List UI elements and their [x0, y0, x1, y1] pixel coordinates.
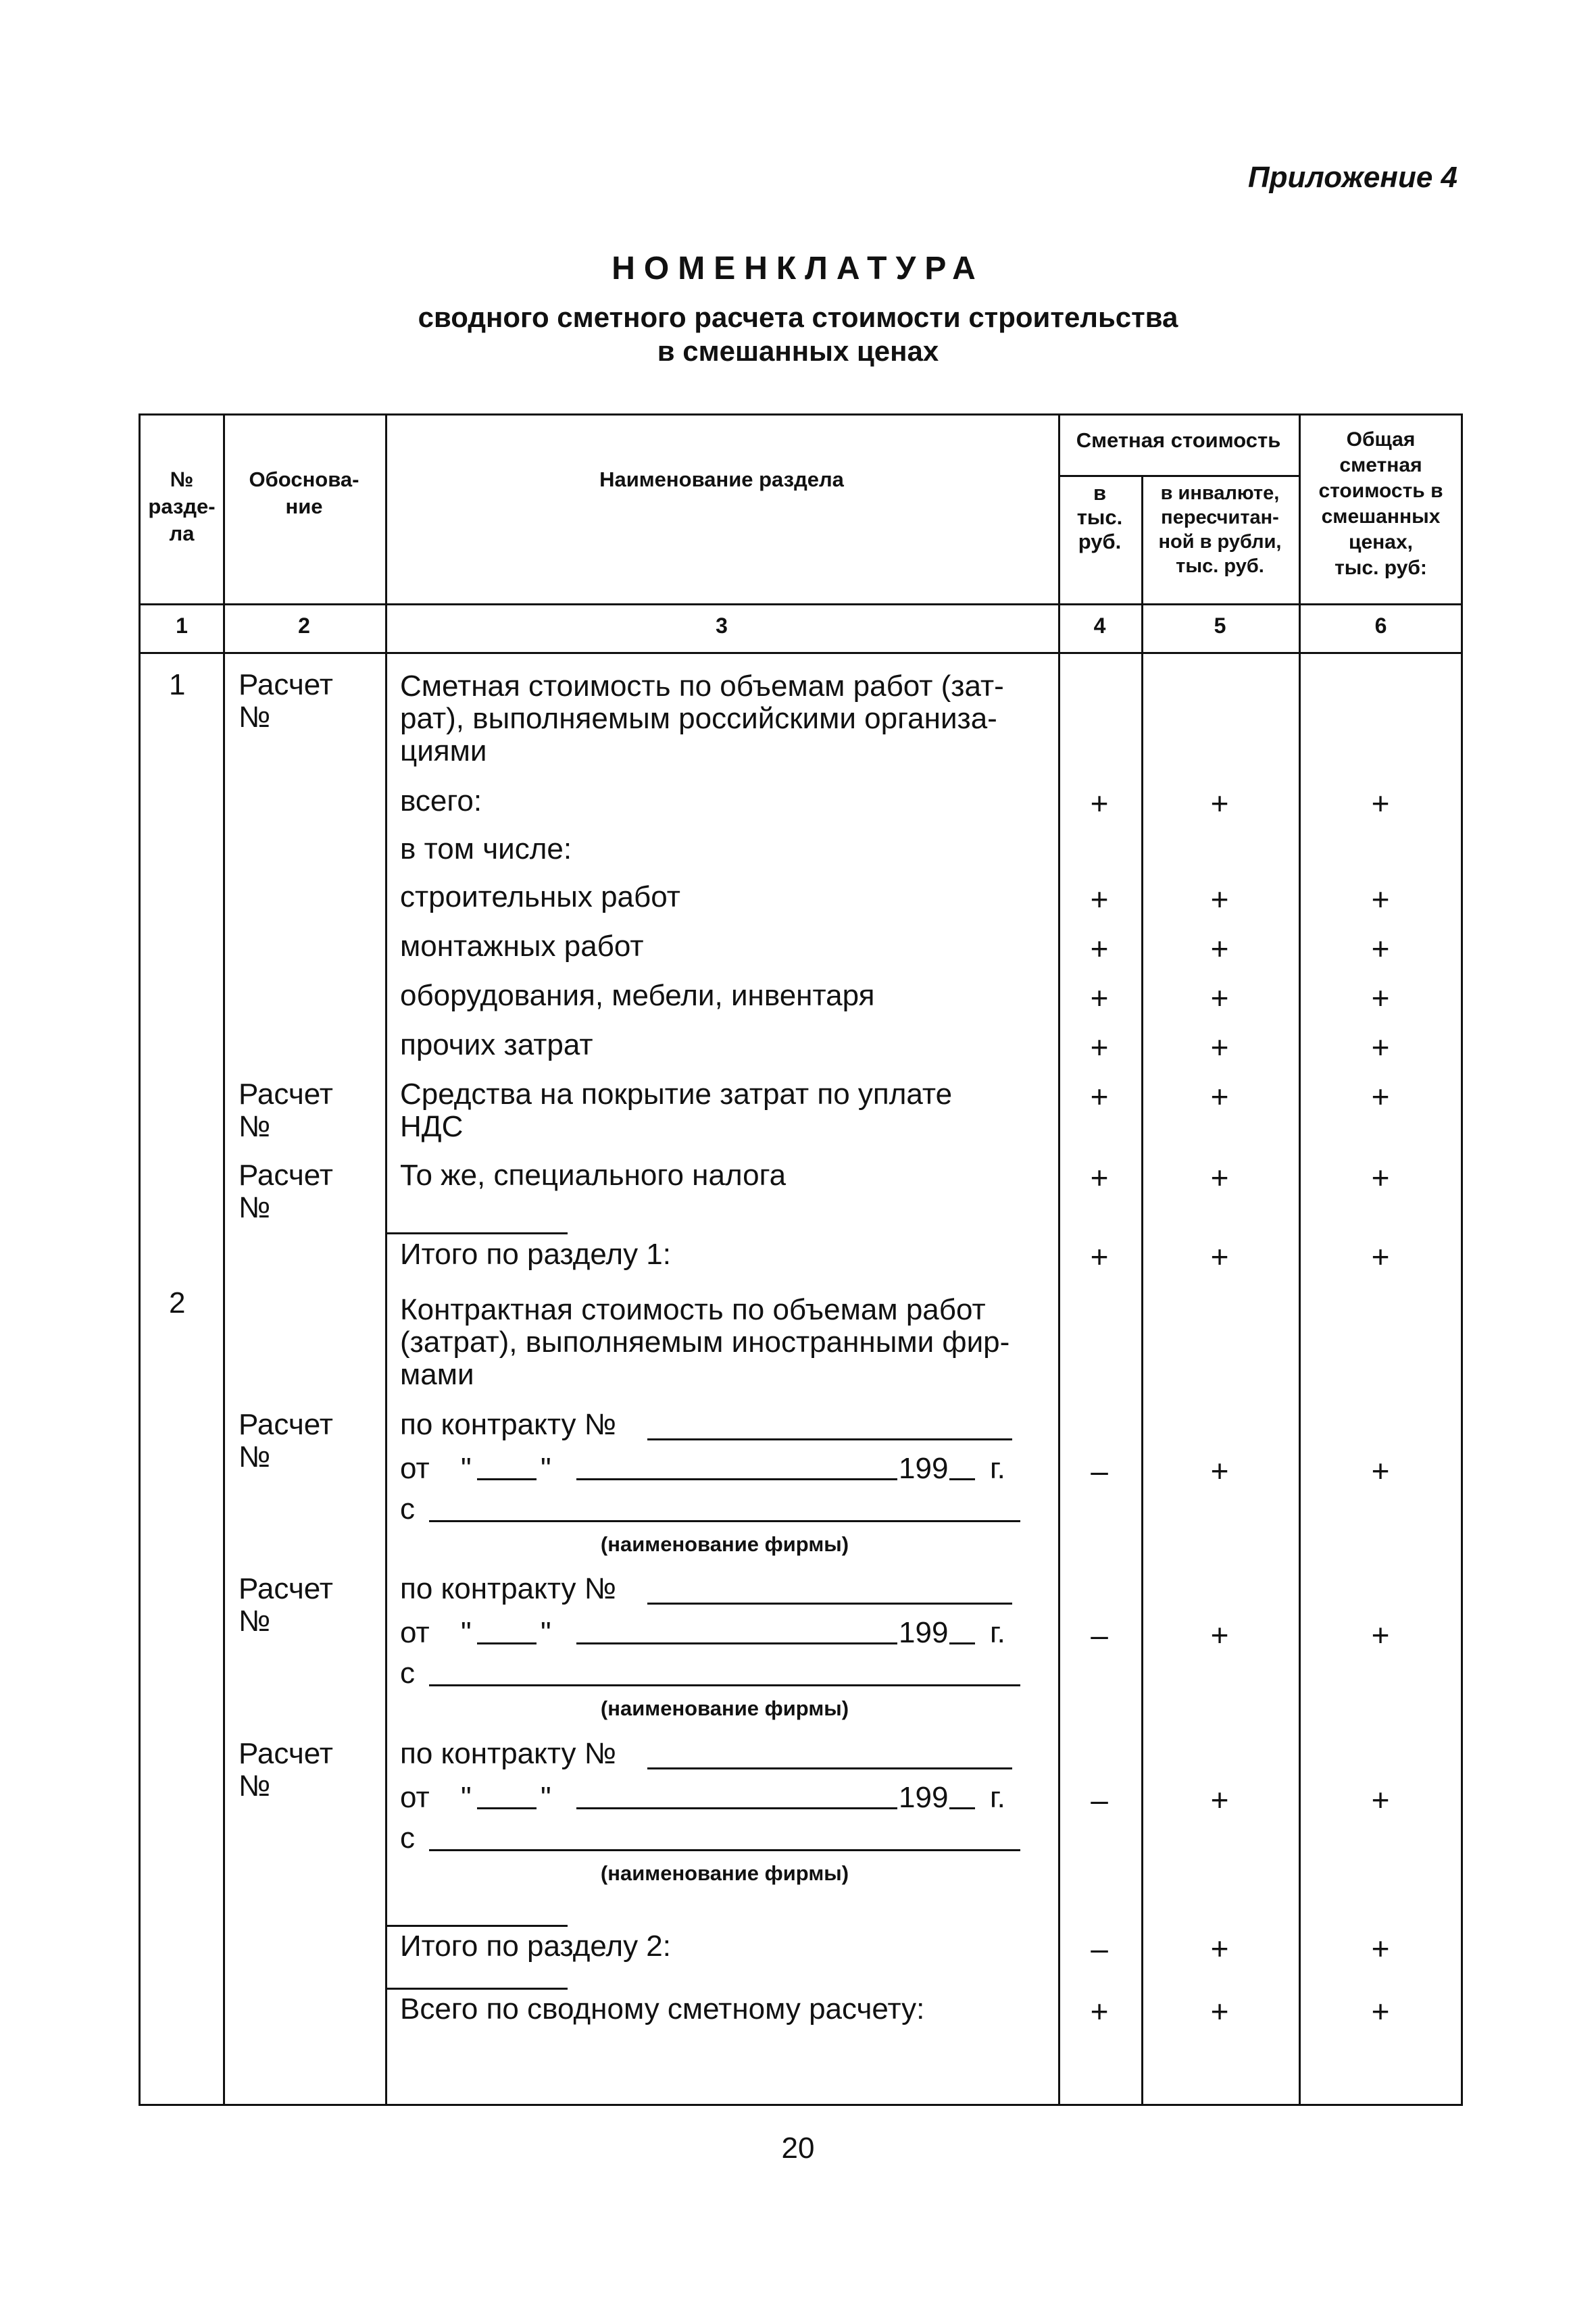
header-col4: в тыс. руб. [1076, 481, 1123, 553]
row-installation-label: монтажных работ [400, 930, 644, 963]
row-other-c6: + [1371, 1030, 1390, 1065]
document-subtitle [0, 301, 1596, 368]
col-divider-4 [1141, 477, 1143, 2106]
contract1-day-blank [477, 1478, 537, 1480]
colnum-3: 3 [716, 613, 728, 638]
row-special-c5: + [1210, 1160, 1229, 1195]
section1-number: 1 [169, 668, 186, 701]
row-special-c4: + [1090, 1160, 1109, 1195]
col-divider-2 [385, 416, 387, 2106]
row-construction-c5: + [1210, 882, 1229, 917]
contract2-firm-blank [429, 1684, 1020, 1686]
contract3-c6: + [1371, 1782, 1390, 1817]
contract2-year: 199 [899, 1616, 949, 1649]
row-equipment-c6: + [1371, 980, 1390, 1015]
nomenclature-table [139, 413, 1463, 2106]
row-installation-c4: + [1090, 931, 1109, 966]
contract3-c5: + [1210, 1782, 1229, 1817]
contract2-basis: Расчет № [239, 1572, 333, 1638]
total2-separator [385, 1925, 568, 1927]
contract3-year-blank [949, 1807, 975, 1809]
contract1-quote-close: " [541, 1452, 551, 1485]
colnum-bottom-line [141, 652, 1463, 654]
header-col2: Обоснова- ние [249, 468, 359, 518]
contract3-caption: (наименование фирмы) [600, 1861, 849, 1885]
section1-total-label: Итого по разделу 1: [400, 1238, 671, 1271]
contract1-c4: – [1091, 1453, 1108, 1488]
section1-title: Сметная стоимость по объемам работ (зат- рат), выполняемым российскими организа- циями [400, 670, 1004, 768]
row-equipment-c5: + [1210, 980, 1229, 1015]
colnum-1: 1 [176, 613, 188, 638]
contract1-quote-open: " [461, 1452, 472, 1485]
contract3-year: 199 [899, 1781, 949, 1814]
header-col1: № разде- ла [148, 468, 216, 545]
row-special-basis: Расчет № [239, 1159, 333, 1224]
section1-basis: Расчет № [239, 668, 333, 734]
total1-separator [385, 1232, 568, 1234]
row-installation-c6: + [1371, 931, 1390, 966]
grand-total-c5: + [1210, 1994, 1229, 2029]
row-including-label: в том числе: [400, 832, 572, 865]
contract2-c6: + [1371, 1617, 1390, 1653]
col-divider-1 [223, 416, 225, 2106]
row-vat-label: Средства на покрытие затрат по уплате НДС [400, 1078, 953, 1143]
contract2-c4: – [1091, 1617, 1108, 1653]
contract2-month-blank [576, 1642, 897, 1644]
col-divider-3 [1058, 416, 1060, 2106]
contract2-quote-open: " [461, 1616, 472, 1649]
contract3-month-blank [576, 1807, 897, 1809]
row-total-label: всего: [400, 784, 482, 818]
grand-total-c6: + [1371, 1994, 1390, 2029]
contract2-day-blank [477, 1642, 537, 1644]
grand-total-label: Всего по сводному сметному расчету: [400, 1992, 925, 2026]
contract2-c5: + [1210, 1617, 1229, 1653]
contract1-caption: (наименование фирмы) [600, 1532, 849, 1556]
contract1-c5: + [1210, 1453, 1229, 1488]
contract3-with: с [400, 1821, 415, 1855]
col-divider-5 [1299, 416, 1301, 2106]
grand-total-c4: + [1090, 1994, 1109, 2029]
row-vat-basis: Расчет № [239, 1078, 333, 1143]
contract3-quote-close: " [541, 1781, 551, 1814]
row-total-c6: + [1371, 786, 1390, 821]
row-vat-c6: + [1371, 1079, 1390, 1114]
section2-number: 2 [169, 1286, 186, 1319]
section2-total-c4: – [1091, 1931, 1108, 1966]
section2-total-c5: + [1210, 1931, 1229, 1966]
contract3-g: г. [990, 1781, 1005, 1814]
contract2-g: г. [990, 1616, 1005, 1649]
header-col6: Общая сметная стоимость в смешанных ценах, тыс. руб: [1318, 428, 1443, 579]
contract1-year: 199 [899, 1452, 949, 1485]
contract1-number-blank [647, 1438, 1012, 1440]
header-bottom-line [141, 603, 1463, 605]
contract2-from: от [400, 1616, 430, 1649]
contract1-year-blank [949, 1478, 975, 1480]
row-other-c5: + [1210, 1030, 1229, 1065]
row-construction-label: строительных работ [400, 880, 680, 913]
subtitle-line-2: в смешанных ценах [657, 335, 939, 367]
appendix-label: Приложение 4 [1248, 161, 1457, 194]
header-col5: в инвалюте, пересчитан- ной в рубли, тыс. руб. [1158, 482, 1282, 577]
contract1-line1: по контракту № [400, 1408, 616, 1441]
section2-total-c6: + [1371, 1931, 1390, 1966]
row-vat-c4: + [1090, 1079, 1109, 1114]
contract2-line1: по контракту № [400, 1572, 616, 1605]
section1-total-c4: + [1090, 1239, 1109, 1274]
contract2-with: с [400, 1657, 415, 1690]
contract1-from: от [400, 1452, 430, 1485]
header-col3: Наименование раздела [599, 468, 844, 491]
row-installation-c5: + [1210, 931, 1229, 966]
row-special-label: То же, специального налога [400, 1159, 787, 1192]
row-special-c6: + [1371, 1160, 1390, 1195]
page-number: 20 [781, 2132, 815, 2165]
contract3-day-blank [477, 1807, 537, 1809]
contract2-quote-close: " [541, 1616, 551, 1649]
row-construction-c4: + [1090, 882, 1109, 917]
contract3-quote-open: " [461, 1781, 472, 1814]
contract1-g: г. [990, 1452, 1005, 1485]
row-vat-c5: + [1210, 1079, 1229, 1114]
colnum-2: 2 [298, 613, 310, 638]
colnum-6: 6 [1374, 613, 1387, 638]
colnum-5: 5 [1214, 613, 1226, 638]
row-other-c4: + [1090, 1030, 1109, 1065]
contract1-firm-blank [429, 1520, 1020, 1522]
contract1-with: с [400, 1492, 415, 1526]
contract1-basis: Расчет № [239, 1408, 333, 1474]
contract3-firm-blank [429, 1849, 1020, 1851]
colnum-4: 4 [1093, 613, 1106, 638]
document-title: НОМЕНКЛАТУРА [612, 251, 984, 286]
row-construction-c6: + [1371, 882, 1390, 917]
section1-total-c6: + [1371, 1239, 1390, 1274]
row-total-c4: + [1090, 786, 1109, 821]
contract3-line1: по контракту № [400, 1737, 616, 1770]
contract1-c6: + [1371, 1453, 1390, 1488]
contract3-basis: Расчет № [239, 1737, 333, 1803]
contract1-month-blank [576, 1478, 897, 1480]
row-equipment-c4: + [1090, 980, 1109, 1015]
contract3-number-blank [647, 1767, 1012, 1769]
contract2-caption: (наименование фирмы) [600, 1696, 849, 1720]
contract3-from: от [400, 1781, 430, 1814]
group-header-divider [1058, 475, 1299, 477]
grand-total-separator [385, 1988, 568, 1990]
contract2-year-blank [949, 1642, 975, 1644]
header-group-estimated-cost: Сметная стоимость [1076, 428, 1281, 452]
row-other-label: прочих затрат [400, 1028, 593, 1061]
row-total-c5: + [1210, 786, 1229, 821]
section1-total-c5: + [1210, 1239, 1229, 1274]
section2-total-label: Итого по разделу 2: [400, 1930, 671, 1963]
section2-title: Контрактная стоимость по объемам работ (затрат), выполняемым иностранными фир- мами [400, 1293, 1010, 1391]
subtitle-line-1: сводного сметного расчета стоимости строительства [418, 301, 1178, 333]
contract2-number-blank [647, 1603, 1012, 1605]
row-equipment-label: оборудования, мебели, инвентаря [400, 979, 875, 1012]
contract3-c4: – [1091, 1782, 1108, 1817]
